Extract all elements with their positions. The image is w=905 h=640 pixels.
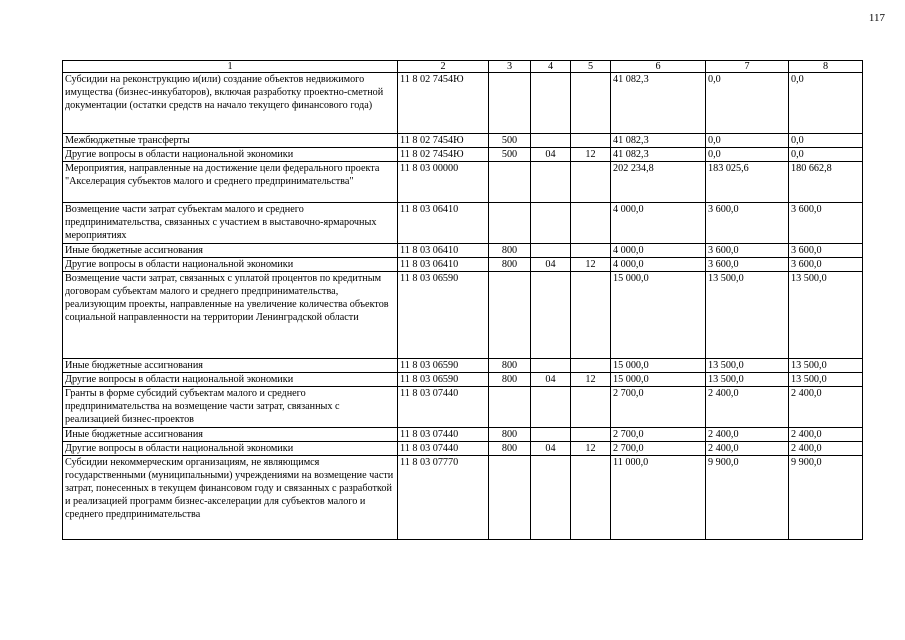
row-col4-cell xyxy=(531,456,571,540)
column-header: 3 xyxy=(489,61,531,73)
row-col6-cell: 11 000,0 xyxy=(611,456,706,540)
row-col3-cell: 800 xyxy=(489,373,531,387)
row-col3-cell xyxy=(489,162,531,203)
row-name-cell: Другие вопросы в области национальной экономики xyxy=(63,373,398,387)
row-col5-cell xyxy=(571,428,611,442)
row-col4-cell: 04 xyxy=(531,258,571,272)
row-col4-cell xyxy=(531,272,571,359)
row-col6-cell: 4 000,0 xyxy=(611,203,706,244)
row-name-cell: Субсидии некоммерческим организациям, не являющимся государственными (муниципальными) учреждениями на возмещение части затрат, понесенных в текущем финансовом году и связанных с разработкой и реализацией программ бизнес-акселерации для субъектов малого и среднего предпринимательства xyxy=(63,456,398,540)
row-col7-cell: 0,0 xyxy=(706,148,789,162)
row-code-cell: 11 8 03 07440 xyxy=(398,442,489,456)
row-name-cell: Иные бюджетные ассигнования xyxy=(63,359,398,373)
budget-table xyxy=(62,60,863,540)
row-col6-cell: 41 082,3 xyxy=(611,73,706,134)
row-col6-cell: 15 000,0 xyxy=(611,359,706,373)
row-col7-cell: 13 500,0 xyxy=(706,373,789,387)
row-col6-cell: 2 700,0 xyxy=(611,442,706,456)
table-row xyxy=(63,272,863,359)
row-col4-cell: 04 xyxy=(531,373,571,387)
row-col3-cell: 800 xyxy=(489,428,531,442)
header-row xyxy=(63,61,863,73)
row-code-cell: 11 8 03 06590 xyxy=(398,272,489,359)
row-name-cell: Субсидии на реконструкцию и(или) создание объектов недвижимого имущества (бизнес-инкубаторов), включая разработку проектно-сметной документации (остатки средств на начало текущего финансового года) xyxy=(63,73,398,134)
table-row xyxy=(63,162,863,203)
row-col4-cell xyxy=(531,244,571,258)
row-col7-cell: 0,0 xyxy=(706,73,789,134)
row-name-cell: Возмещение части затрат, связанных с уплатой процентов по кредитным договорам субъектам малого и среднего предпринимательства, реализующим проекты, направленные на увеличение количества объектов социальной направленности на территории Ленинградской области xyxy=(63,272,398,359)
row-code-cell: 11 8 03 07770 xyxy=(398,456,489,540)
row-code-cell: 11 8 03 06590 xyxy=(398,373,489,387)
row-col4-cell: 04 xyxy=(531,442,571,456)
row-name-cell: Иные бюджетные ассигнования xyxy=(63,428,398,442)
row-name-cell: Другие вопросы в области национальной экономики xyxy=(63,442,398,456)
row-col7-cell: 9 900,0 xyxy=(706,456,789,540)
row-col8-cell: 2 400,0 xyxy=(789,387,863,428)
table-row xyxy=(63,456,863,540)
row-code-cell: 11 8 02 7454Ю xyxy=(398,148,489,162)
row-code-cell: 11 8 03 06410 xyxy=(398,244,489,258)
row-code-cell: 11 8 03 07440 xyxy=(398,428,489,442)
row-col5-cell xyxy=(571,359,611,373)
row-code-cell: 11 8 03 07440 xyxy=(398,387,489,428)
row-col4-cell xyxy=(531,203,571,244)
row-col5-cell: 12 xyxy=(571,148,611,162)
row-col4-cell xyxy=(531,359,571,373)
row-col4-cell xyxy=(531,428,571,442)
row-code-cell: 11 8 02 7454Ю xyxy=(398,73,489,134)
column-header: 2 xyxy=(398,61,489,73)
table-row xyxy=(63,387,863,428)
row-col3-cell xyxy=(489,387,531,428)
row-col4-cell: 04 xyxy=(531,148,571,162)
row-col8-cell: 2 400,0 xyxy=(789,442,863,456)
row-col5-cell xyxy=(571,73,611,134)
table-row xyxy=(63,203,863,244)
row-col6-cell: 202 234,8 xyxy=(611,162,706,203)
table-row xyxy=(63,134,863,148)
row-col8-cell: 0,0 xyxy=(789,148,863,162)
row-col8-cell: 3 600,0 xyxy=(789,203,863,244)
row-col3-cell xyxy=(489,456,531,540)
row-col5-cell xyxy=(571,456,611,540)
row-col7-cell: 3 600,0 xyxy=(706,258,789,272)
row-name-cell: Иные бюджетные ассигнования xyxy=(63,244,398,258)
row-name-cell: Гранты в форме субсидий субъектам малого и среднего предпринимательства на возмещение части затрат, связанных с реализацией бизнес-проектов xyxy=(63,387,398,428)
row-col3-cell: 500 xyxy=(489,134,531,148)
row-col3-cell: 800 xyxy=(489,359,531,373)
row-col5-cell: 12 xyxy=(571,442,611,456)
row-col6-cell: 15 000,0 xyxy=(611,373,706,387)
row-col4-cell xyxy=(531,387,571,428)
table-row xyxy=(63,442,863,456)
row-col4-cell xyxy=(531,73,571,134)
row-col3-cell xyxy=(489,73,531,134)
row-code-cell: 11 8 03 06410 xyxy=(398,258,489,272)
table-row xyxy=(63,244,863,258)
row-col8-cell: 180 662,8 xyxy=(789,162,863,203)
row-col8-cell: 3 600,0 xyxy=(789,258,863,272)
row-col5-cell xyxy=(571,203,611,244)
page-number: 117 xyxy=(868,12,885,24)
row-col8-cell: 0,0 xyxy=(789,73,863,134)
row-col8-cell: 0,0 xyxy=(789,134,863,148)
row-col8-cell: 3 600,0 xyxy=(789,244,863,258)
row-col7-cell: 3 600,0 xyxy=(706,244,789,258)
row-col5-cell xyxy=(571,272,611,359)
row-col4-cell xyxy=(531,162,571,203)
row-code-cell: 11 8 03 00000 xyxy=(398,162,489,203)
row-name-cell: Другие вопросы в области национальной экономики xyxy=(63,258,398,272)
table-row xyxy=(63,148,863,162)
row-col3-cell: 500 xyxy=(489,148,531,162)
row-col6-cell: 41 082,3 xyxy=(611,134,706,148)
row-col8-cell: 13 500,0 xyxy=(789,272,863,359)
row-code-cell: 11 8 03 06410 xyxy=(398,203,489,244)
row-col6-cell: 4 000,0 xyxy=(611,258,706,272)
row-col5-cell xyxy=(571,134,611,148)
column-header: 1 xyxy=(63,61,398,73)
row-col5-cell: 12 xyxy=(571,258,611,272)
row-col7-cell: 183 025,6 xyxy=(706,162,789,203)
row-col7-cell: 13 500,0 xyxy=(706,272,789,359)
column-header: 7 xyxy=(706,61,789,73)
row-col3-cell: 800 xyxy=(489,244,531,258)
column-header: 4 xyxy=(531,61,571,73)
row-col4-cell xyxy=(531,134,571,148)
row-col5-cell xyxy=(571,162,611,203)
row-code-cell: 11 8 03 06590 xyxy=(398,359,489,373)
table-row xyxy=(63,428,863,442)
table-row xyxy=(63,73,863,134)
row-col6-cell: 2 700,0 xyxy=(611,428,706,442)
row-col8-cell: 9 900,0 xyxy=(789,456,863,540)
row-col5-cell xyxy=(571,387,611,428)
row-col8-cell: 2 400,0 xyxy=(789,428,863,442)
row-col6-cell: 41 082,3 xyxy=(611,148,706,162)
column-header: 5 xyxy=(571,61,611,73)
row-col3-cell xyxy=(489,203,531,244)
table-row xyxy=(63,258,863,272)
row-name-cell: Мероприятия, направленные на достижение цели федерального проекта "Акселерация субъектов малого и среднего предпринимательства" xyxy=(63,162,398,203)
row-col8-cell: 13 500,0 xyxy=(789,359,863,373)
row-name-cell: Возмещение части затрат субъектам малого и среднего предпринимательства, связанных с участием в выставочно-ярмарочных мероприятиях xyxy=(63,203,398,244)
row-code-cell: 11 8 02 7454Ю xyxy=(398,134,489,148)
row-col3-cell: 800 xyxy=(489,258,531,272)
row-col3-cell xyxy=(489,272,531,359)
row-col5-cell xyxy=(571,244,611,258)
row-col7-cell: 2 400,0 xyxy=(706,428,789,442)
row-col7-cell: 3 600,0 xyxy=(706,203,789,244)
row-col8-cell: 13 500,0 xyxy=(789,373,863,387)
row-col7-cell: 0,0 xyxy=(706,134,789,148)
row-name-cell: Межбюджетные трансферты xyxy=(63,134,398,148)
table-row xyxy=(63,359,863,373)
row-col6-cell: 15 000,0 xyxy=(611,272,706,359)
row-col7-cell: 2 400,0 xyxy=(706,442,789,456)
row-col6-cell: 4 000,0 xyxy=(611,244,706,258)
row-col7-cell: 2 400,0 xyxy=(706,387,789,428)
column-header: 6 xyxy=(611,61,706,73)
row-col6-cell: 2 700,0 xyxy=(611,387,706,428)
row-name-cell: Другие вопросы в области национальной экономики xyxy=(63,148,398,162)
row-col5-cell: 12 xyxy=(571,373,611,387)
column-header: 8 xyxy=(789,61,863,73)
row-col7-cell: 13 500,0 xyxy=(706,359,789,373)
table-row xyxy=(63,373,863,387)
row-col3-cell: 800 xyxy=(489,442,531,456)
